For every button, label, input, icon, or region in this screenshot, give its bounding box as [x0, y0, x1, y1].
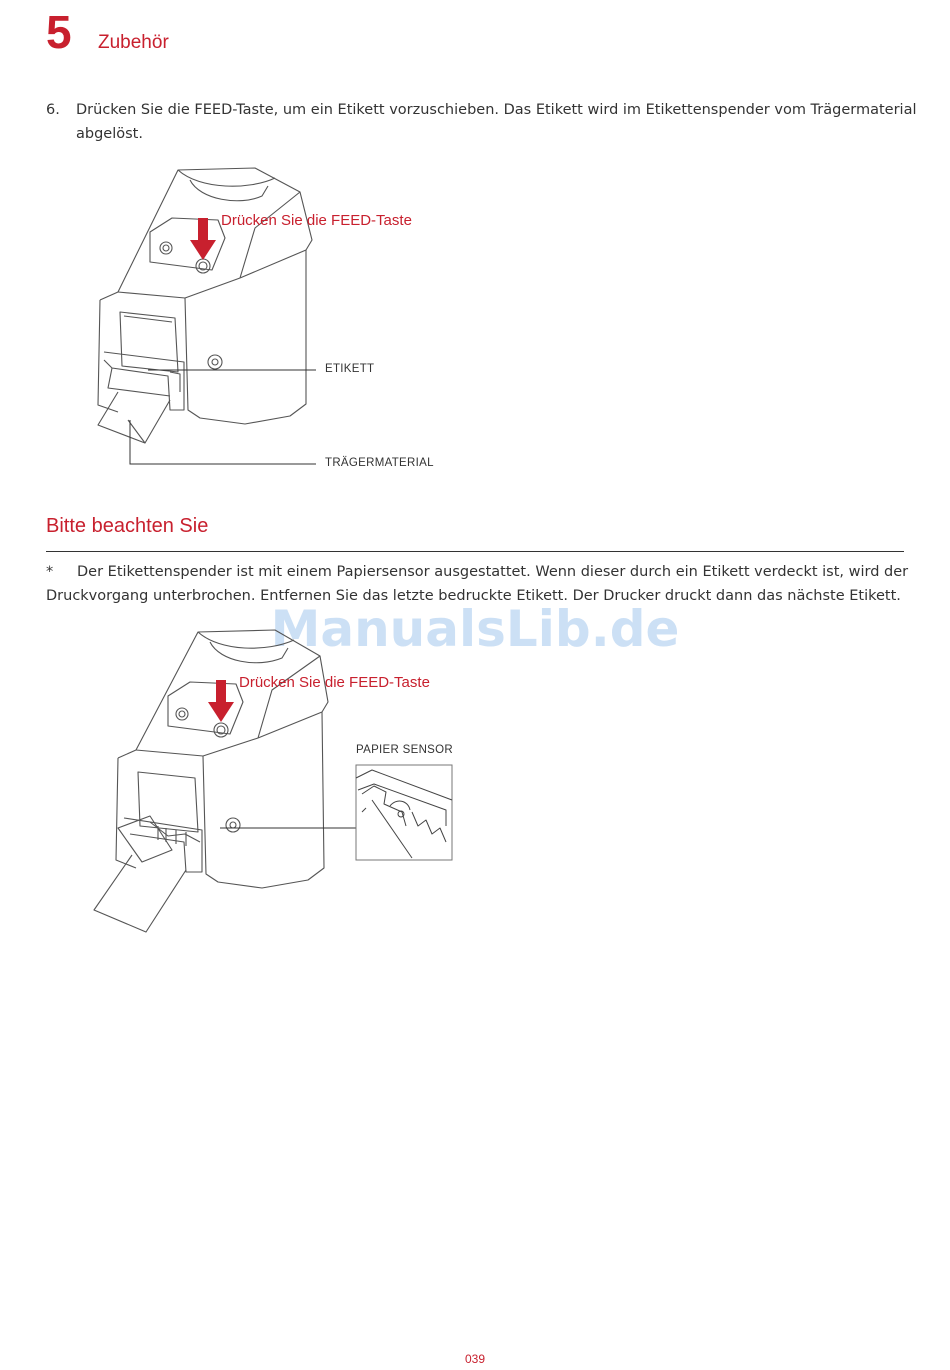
chapter-number: 5	[46, 6, 72, 58]
label-traegermaterial: TRÄGERMATERIAL	[325, 457, 434, 469]
label-papier-sensor: PAPIER SENSOR	[356, 744, 453, 756]
page-number: 039	[464, 1352, 486, 1366]
step-text: Drücken Sie die FEED-Taste, um ein Etikett vorzuschieben. Das Etikett wird im Etikettenspender vom Trägermaterial abgelöst.	[76, 102, 917, 142]
step-number: 6.	[46, 102, 60, 118]
note-text: Der Etikettenspender ist mit einem Papiersensor ausgestattet. Wenn dieser durch ein Etikett verdeckt ist, wird der Druckvorgang unterbrochen. Entfernen Sie das letzte bedruckte Etikett. Der Drucker druckt dann das nächste Etikett.	[46, 564, 909, 604]
label-etikett: ETIKETT	[325, 363, 375, 375]
note-marker: *	[46, 564, 54, 580]
note-title: Bitte beachten Sie	[46, 515, 209, 537]
feed-button-callout-1: Drücken Sie die FEED-Taste	[221, 212, 412, 229]
watermark: ManualsLib.de	[270, 600, 680, 658]
feed-button-callout-2: Drücken Sie die FEED-Taste	[239, 674, 430, 691]
chapter-title: Zubehör	[98, 32, 169, 53]
